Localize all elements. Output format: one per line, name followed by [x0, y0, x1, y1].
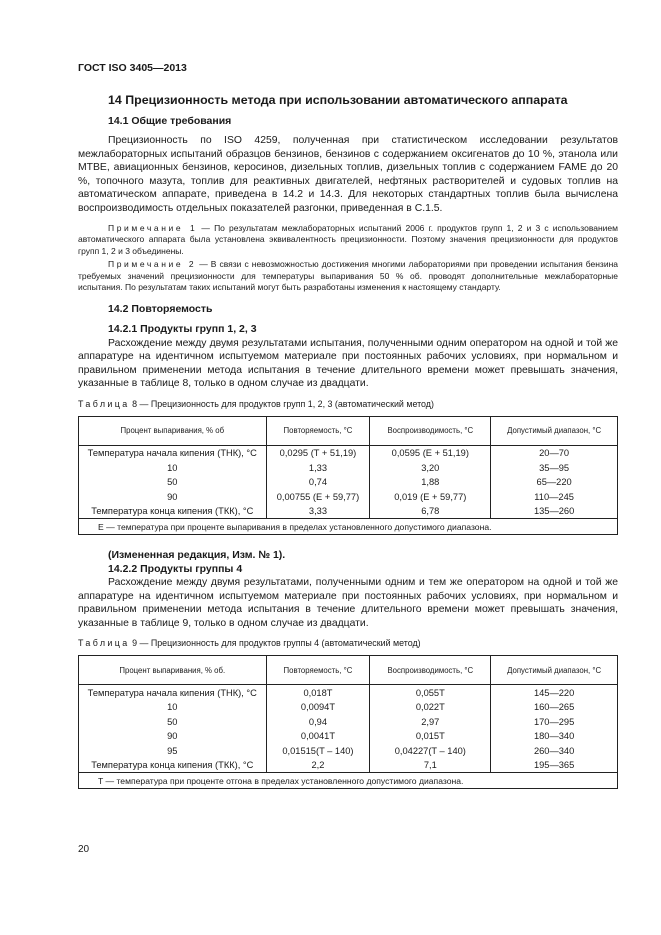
note-1-label: Примечание 1 [108, 223, 198, 233]
table-9-note-row [79, 773, 618, 789]
table-8-cell: 35—95 [491, 460, 618, 475]
table-8-cell: 1,88 [370, 475, 491, 490]
table-8-cell: 135—260 [491, 504, 618, 519]
table-8-caption-label: Таблица [78, 398, 130, 409]
table-9-cell: 0,015T [370, 729, 491, 744]
table-8-cell: 90 [79, 489, 267, 504]
table-8-cell: 1,33 [266, 460, 370, 475]
table-8-cell: 0,019 (E + 59,77) [370, 489, 491, 504]
note-2 [78, 259, 618, 293]
page-content [78, 93, 618, 789]
table-8-cell: 0,74 [266, 475, 370, 490]
table-9-cell: 0,94 [266, 714, 370, 729]
note-1-text: — По результатам межлабораторных испытаний 2006 г. продуктов групп 1, 2 и 3 с использованием автоматического аппарата была установлена эквивалентность прецизионности. Поэтому значения прецизионности для продуктов групп 1, 2 и 3 объединены. [78, 223, 618, 256]
table-9-row [79, 743, 618, 758]
table-9-row [79, 685, 618, 700]
table-9-cell: 90 [79, 729, 267, 744]
table-8-cell: 20—70 [491, 445, 618, 460]
table-8-cell: Температура конца кипения (ТКК), °С [79, 504, 267, 519]
subsection-title-repeatability: 14.2 Повторяемость [108, 303, 213, 316]
general-paragraph: Прецизионность по ISO 4259, полученная при статистическом исследовании результатов межлабораторных испытаний образцов бензинов, бензинов с содержанием оксигенатов до 10 %, этанола или МТВЕ, авиационных бензинов, керосинов, дизельных топлив, дизельных топлив с содержанием FAME до 20 %, топочного мазута, топлив для реактивных двигателей, нефтяных растворителей и судовых топлив на автоматическом аппарате, приведена в 14.2 и 14.3. Для некоторых стандартных топлив была вычислена воспроизводимость отдельных показателей разгонки, приведенная в С.1.5. [78, 135, 618, 214]
table-9-caption [78, 638, 618, 648]
table-8-header-row [79, 416, 618, 445]
table-9-header: Повторяемость, °С [266, 656, 370, 685]
page-number: 20 [78, 844, 90, 855]
table-9-caption-label: Таблица [78, 638, 130, 649]
table-9-cell: 195—365 [491, 758, 618, 773]
table-9-cell: 170—295 [491, 714, 618, 729]
table-8-header: Повторяемость, °С [266, 416, 370, 445]
table-9-row [79, 729, 618, 744]
table-9-cell: Температура конца кипения (ТКК), °С [79, 758, 267, 773]
note-2-text: — В связи с невозможностью достижения многими лабораториями при проведении испытания бензина требуемых значений прецизионности для температуры выпаривания 50 % об. проводят дополнительные межлабораторные испытания. По результатам таких испытаний могут быть разработаны изменения к настоящему стандарту. [78, 259, 619, 293]
table-8-note-row [79, 519, 618, 535]
table-8-cell: 10 [79, 460, 267, 475]
table-9-cell: 50 [79, 714, 267, 729]
table-8-cell: Температура начала кипения (ТНК), °С [79, 445, 267, 460]
table-9-cell: 0,04227(T – 140) [370, 743, 491, 758]
document-code: ГОСТ ISO 3405—2013 [78, 62, 187, 74]
note-1 [78, 223, 618, 257]
table-9-header: Воспроизводимость, °С [370, 656, 491, 685]
table-8-cell: 50 [79, 475, 267, 490]
table-9-cell: 2,2 [266, 758, 370, 773]
table-9 [78, 655, 618, 789]
table-9-cell: 10 [79, 700, 267, 715]
subsection-title-general: 14.1 Общие требования [108, 115, 232, 127]
table-9-cell: Температура начала кипения (ТНК), °С [79, 685, 267, 700]
table-9-header-row [79, 656, 618, 685]
table-9-cell: 0,01515(T – 140) [266, 743, 370, 758]
repeatability-paragraph-group-4: Расхождение между двумя результатами, полученными одним и тем же оператором на одной и той же аппаратуре на идентичном испытуемом материале при постоянных рабочих условиях, при нормальном и правильном применении метода испытания в течение длительного времени может превышать значения, указанные в таблице 9, только в одном случае из двадцати. [78, 577, 618, 629]
table-9-cell: 95 [79, 743, 267, 758]
table-8-cell: 3,20 [370, 460, 491, 475]
table-8-caption [78, 399, 618, 409]
table-8-cell: 0,0595 (E + 51,19) [370, 445, 491, 460]
table-8-cell: 110—245 [491, 489, 618, 504]
table-9-note: T — температура при проценте отгона в пределах установленного допустимого диапазона. [79, 773, 618, 789]
table-8-caption-text: 8 — Прецизионность для продуктов групп 1, 2, 3 (автоматический метод) [129, 398, 434, 409]
table-9-caption-text: 9 — Прецизионность для продуктов группы 4 (автоматический метод) [129, 638, 421, 649]
table-9-cell: 0,0094T [266, 700, 370, 715]
table-9-cell: 2,97 [370, 714, 491, 729]
table-8-row [79, 489, 618, 504]
table-8-row [79, 445, 618, 460]
table-8-header: Допустимый диапазон, °С [491, 416, 618, 445]
table-9-cell: 160—265 [491, 700, 618, 715]
table-8-row [79, 460, 618, 475]
table-9-cell: 7,1 [370, 758, 491, 773]
table-9-cell: 260—340 [491, 743, 618, 758]
subsubsection-title-groups-1-3: 14.2.1 Продукты групп 1, 2, 3 [108, 323, 257, 336]
table-8-cell: 0,0295 (T + 51,19) [266, 445, 370, 460]
table-8-row [79, 504, 618, 519]
table-8-header: Процент выпаривания, % об [79, 416, 267, 445]
table-9-cell: 145—220 [491, 685, 618, 700]
table-8-cell: 0,00755 (E + 59,77) [266, 489, 370, 504]
table-8-header: Воспроизводимость, °С [370, 416, 491, 445]
table-9-cell: 0,055T [370, 685, 491, 700]
table-9-header: Допустимый диапазон, °С [491, 656, 618, 685]
table-8-cell: 3,33 [266, 504, 370, 519]
change-note: (Измененная редакция, Изм. № 1). [108, 549, 286, 562]
section-title: 14 Прецизионность метода при использовании автоматического аппарата [108, 93, 568, 107]
table-8-cell: 65—220 [491, 475, 618, 490]
table-8 [78, 416, 618, 536]
table-9-row [79, 758, 618, 773]
table-9-row [79, 700, 618, 715]
table-9-cell: 0,022T [370, 700, 491, 715]
table-9-cell: 0,0041T [266, 729, 370, 744]
table-9-cell: 0,018T [266, 685, 370, 700]
table-9-row [79, 714, 618, 729]
repeatability-paragraph-groups-1-3: Расхождение между двумя результатами испытания, полученными одним оператором на одной и той же аппаратуре на идентичном испытуемом материале при постоянных рабочих условиях, при нормальном и правильном применении метода испытания в течение длительного времени может превышать значения, указанные в таблице 8, только в одном случае из двадцати. [78, 337, 618, 390]
table-8-row [79, 475, 618, 490]
table-9-cell: 180—340 [491, 729, 618, 744]
table-8-note: E — температура при проценте выпаривания в пределах установленного допустимого диапазона. [79, 519, 618, 535]
table-9-header: Процент выпаривания, % об. [79, 656, 267, 685]
table-8-cell: 6,78 [370, 504, 491, 519]
note-2-label: Примечание 2 [108, 259, 197, 270]
subsubsection-title-group-4: 14.2.2 Продукты группы 4 [108, 562, 243, 575]
